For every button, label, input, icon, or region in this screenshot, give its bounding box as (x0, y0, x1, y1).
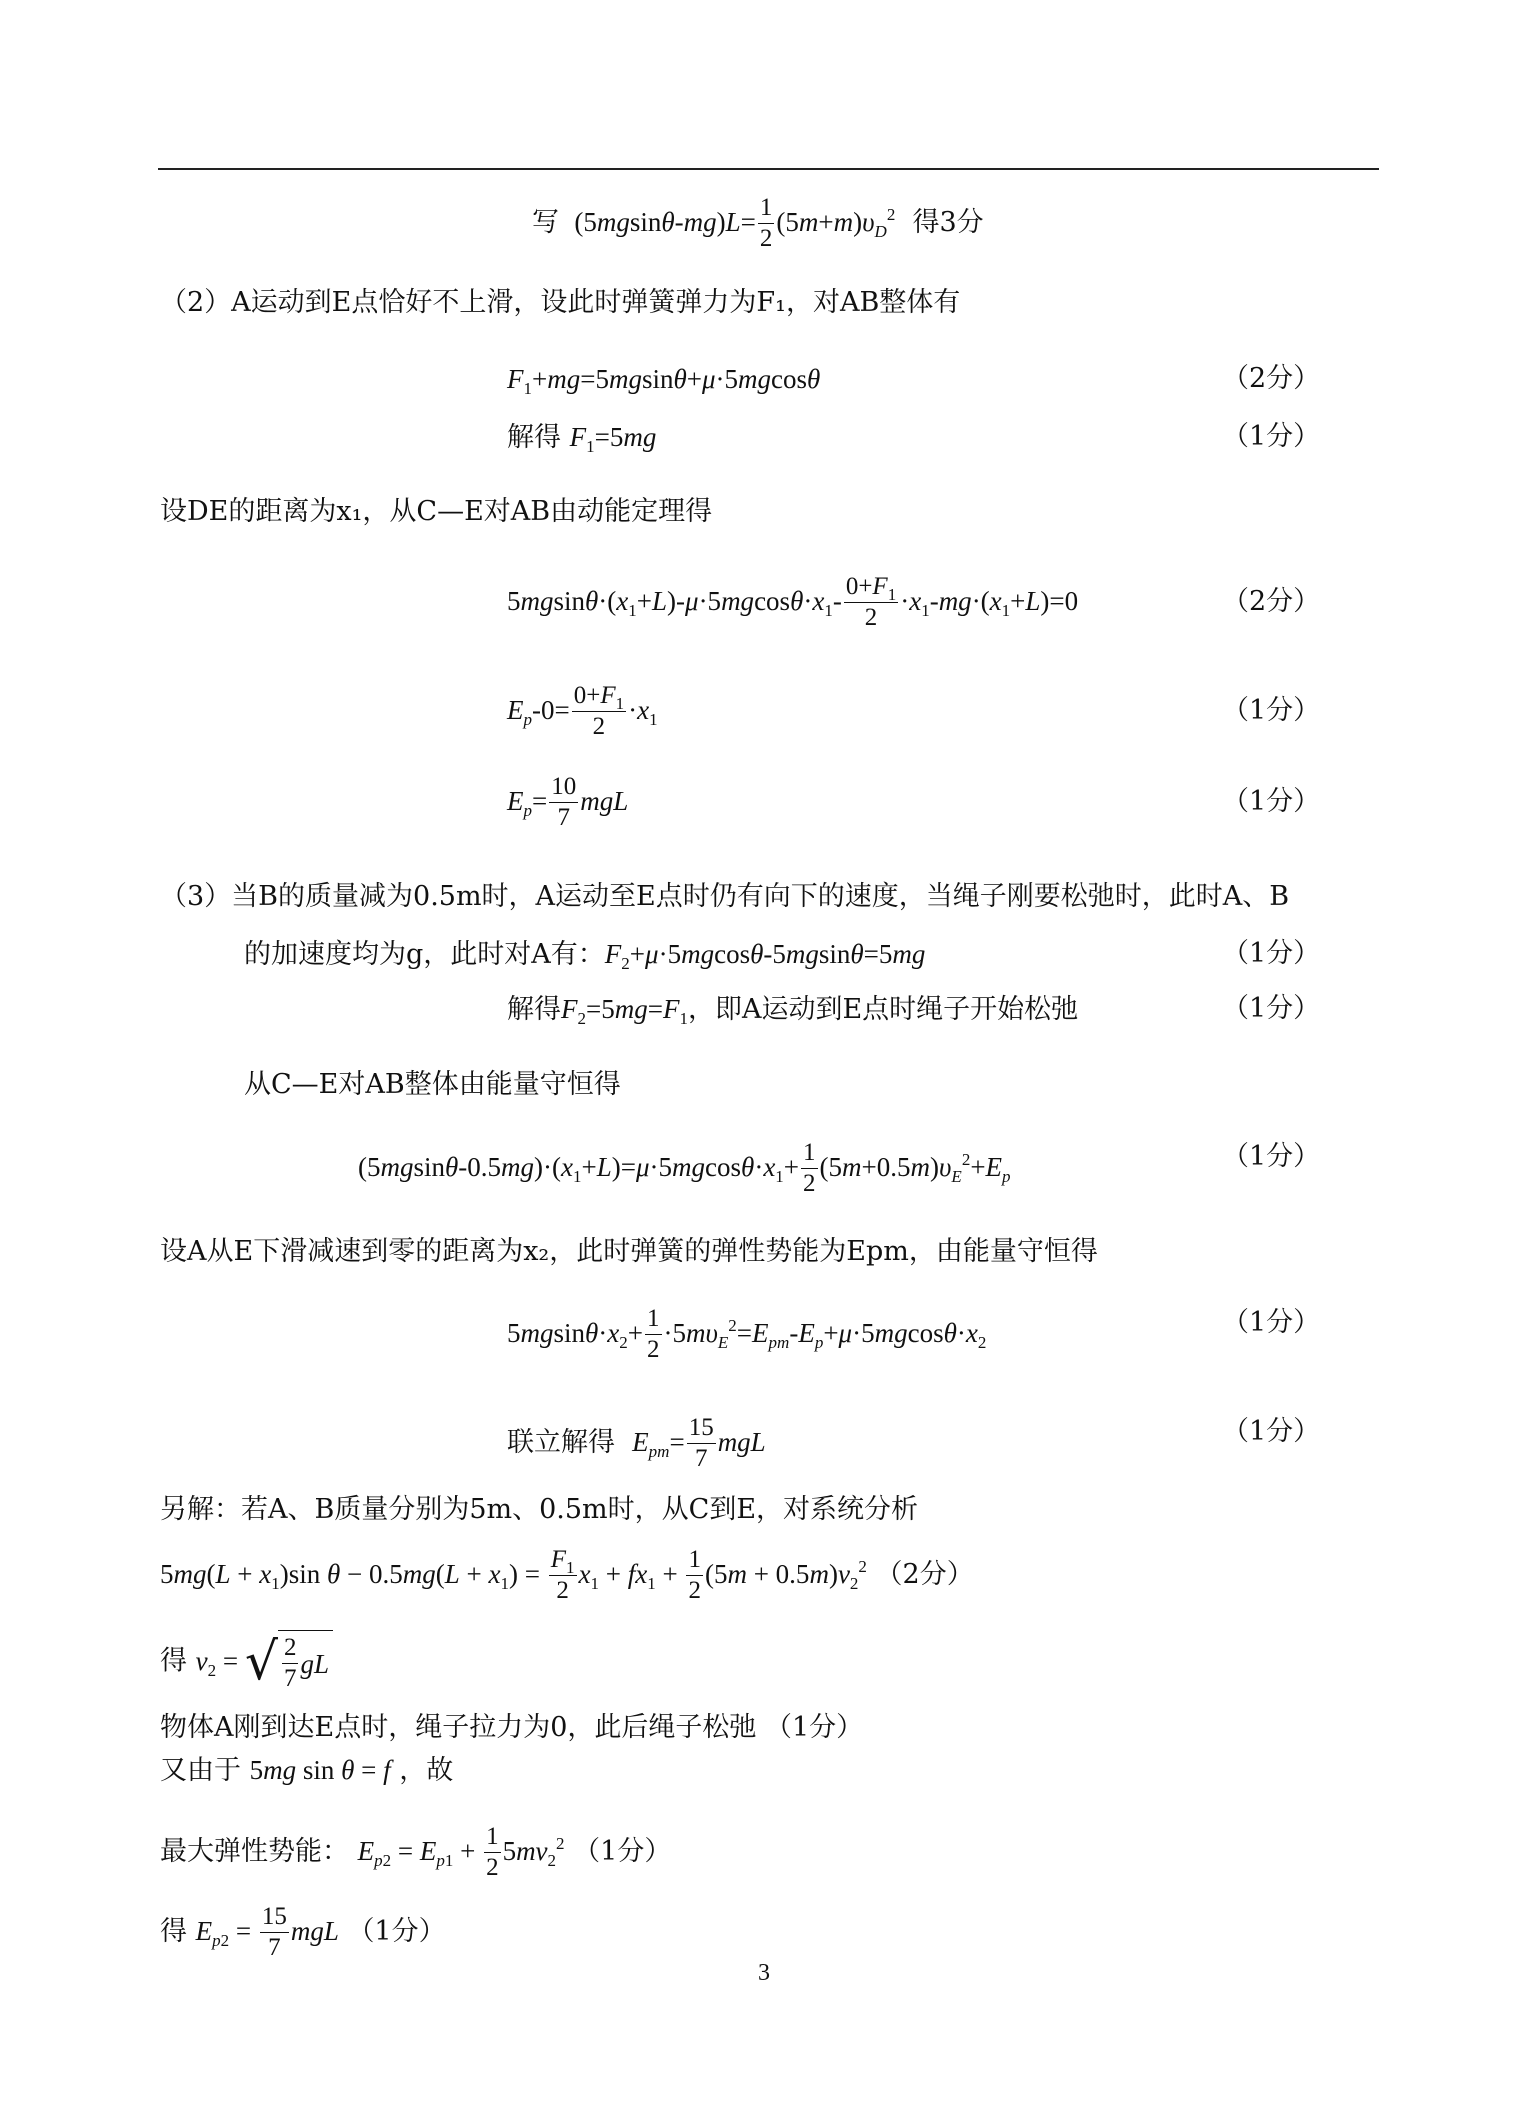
part3-line2: 的加速度均为g，此时对A有：$F_2+\mu\cdot 5mgcos\theta-5mgsin\theta=5mg$ (244, 939, 926, 973)
equation-friction: 又由于 5mg sin θ = f ，故 (160, 1755, 454, 1786)
equation-work-energy: $5mgsin\theta\cdot(x_1+L)-\mu\cdot 5mgcos\theta\cdot x_1-$ $\frac{0+F_1}{2}$ $\cdot x_1-mg\cdot(x_1+L)=0$ (507, 573, 1079, 631)
equation-max-energy: 最大弹性势能： $E_{p2} = E_{p1}$ + $\frac{1}{2}$ $5mv_2^2$ （1分） (160, 1823, 672, 1881)
part3-line3: 解得$F_2=5mg=F_1$，即A运动到E点时绳子开始松弛 (507, 994, 1079, 1028)
equation-ep-value: $E_p=$ $\frac{10}{7}$ mgL (507, 773, 629, 831)
energy-intro: 从C—E对AB整体由能量守恒得 (244, 1069, 621, 1100)
equation-force-balance: $F_1+mg=5mgsin\theta+\mu\cdot 5mgcos\theta$ (507, 364, 821, 398)
page-number: 3 (758, 1960, 770, 1986)
part3-line1: （3）当B的质量减为0.5m时，A运动至E点时仍有向下的速度，当绳子刚要松弛时，此时A、B (160, 881, 1290, 912)
score-label: （1分） (1222, 1416, 1321, 1447)
equation-alt-energy: $5mg(L + x_1)\sin$ $\theta - 0.5mg(L + x_1)$ = $\frac{F_1}{2}$ $x_1 + fx_1$ + $\frac{1}{2}$ $(5m + 0.5m)v_2^2$ （2分） (160, 1546, 974, 1604)
equation-ep2: 得 $E_{p2}$ = $\frac{15}{7}$ mgL （1分） (160, 1903, 446, 1961)
equation-x2: $5mgsin\theta\cdot x_2+$ $\frac{1}{2}$ $\cdot 5m\upsilon_E^2=E_{pm}-E_p+\mu\cdot 5mgcos\theta\cdot x_2$ (507, 1305, 987, 1363)
score-3: 得3分 (912, 207, 984, 238)
rope-zero-line: 物体A刚到达E点时，绳子拉力为0，此后绳子松弛 （1分） (160, 1712, 864, 1743)
score-label: （1分） (1222, 938, 1321, 969)
score-label: （2分） (1222, 363, 1321, 394)
header-rule (158, 168, 1379, 170)
equation-ep: $E_p-0=$ $\frac{0+F_1}{2}$ $\cdot x_1$ (507, 682, 658, 740)
de-intro: 设DE的距离为x₁，从C—E对AB由动能定理得 (160, 496, 713, 527)
equation-f1: 解得 $F_1=5mg$ (507, 422, 657, 456)
equation-energy-conservation: $(5mgsin\theta-0.5mg)\cdot(x_1+L)=\mu\cdot 5mgcos\theta\cdot x_1+$ $\frac{1}{2}$ $(5m+0.5m)\upsilon_E^2+E_p$ (358, 1139, 1011, 1197)
part2-intro: （2）A运动到E点恰好不上滑，设此时弹簧弹力为F₁，对AB整体有 (160, 287, 961, 318)
score-label: （1分） (1222, 1141, 1321, 1172)
score-label: （1分） (1222, 1307, 1321, 1338)
score-label: （1分） (1222, 993, 1321, 1024)
score-label: （1分） (1222, 421, 1321, 452)
equation-write: 写 (5mgsinθ-mg)L= $\frac{1}{2}$ $(5m+m)\upsilon_D^2$ 得3分 (532, 194, 984, 252)
score-label: （1分） (1222, 695, 1321, 726)
equation-epm: 联立解得 $E_{pm}=$ $\frac{15}{7}$ mgL (507, 1414, 766, 1472)
equation-v2: 得 $v_2$ = √ $\frac{2}{7}$ gL (160, 1630, 333, 1694)
alt-intro: 另解：若A、B质量分别为5m、0.5m时，从C到E，对系统分析 (160, 1494, 919, 1525)
score-label: （2分） (1222, 586, 1321, 617)
score-label: （1分） (1222, 786, 1321, 817)
x2-intro: 设A从E下滑减速到零的距离为x₂，此时弹簧的弹性势能为Epm，由能量守恒得 (160, 1236, 1098, 1267)
